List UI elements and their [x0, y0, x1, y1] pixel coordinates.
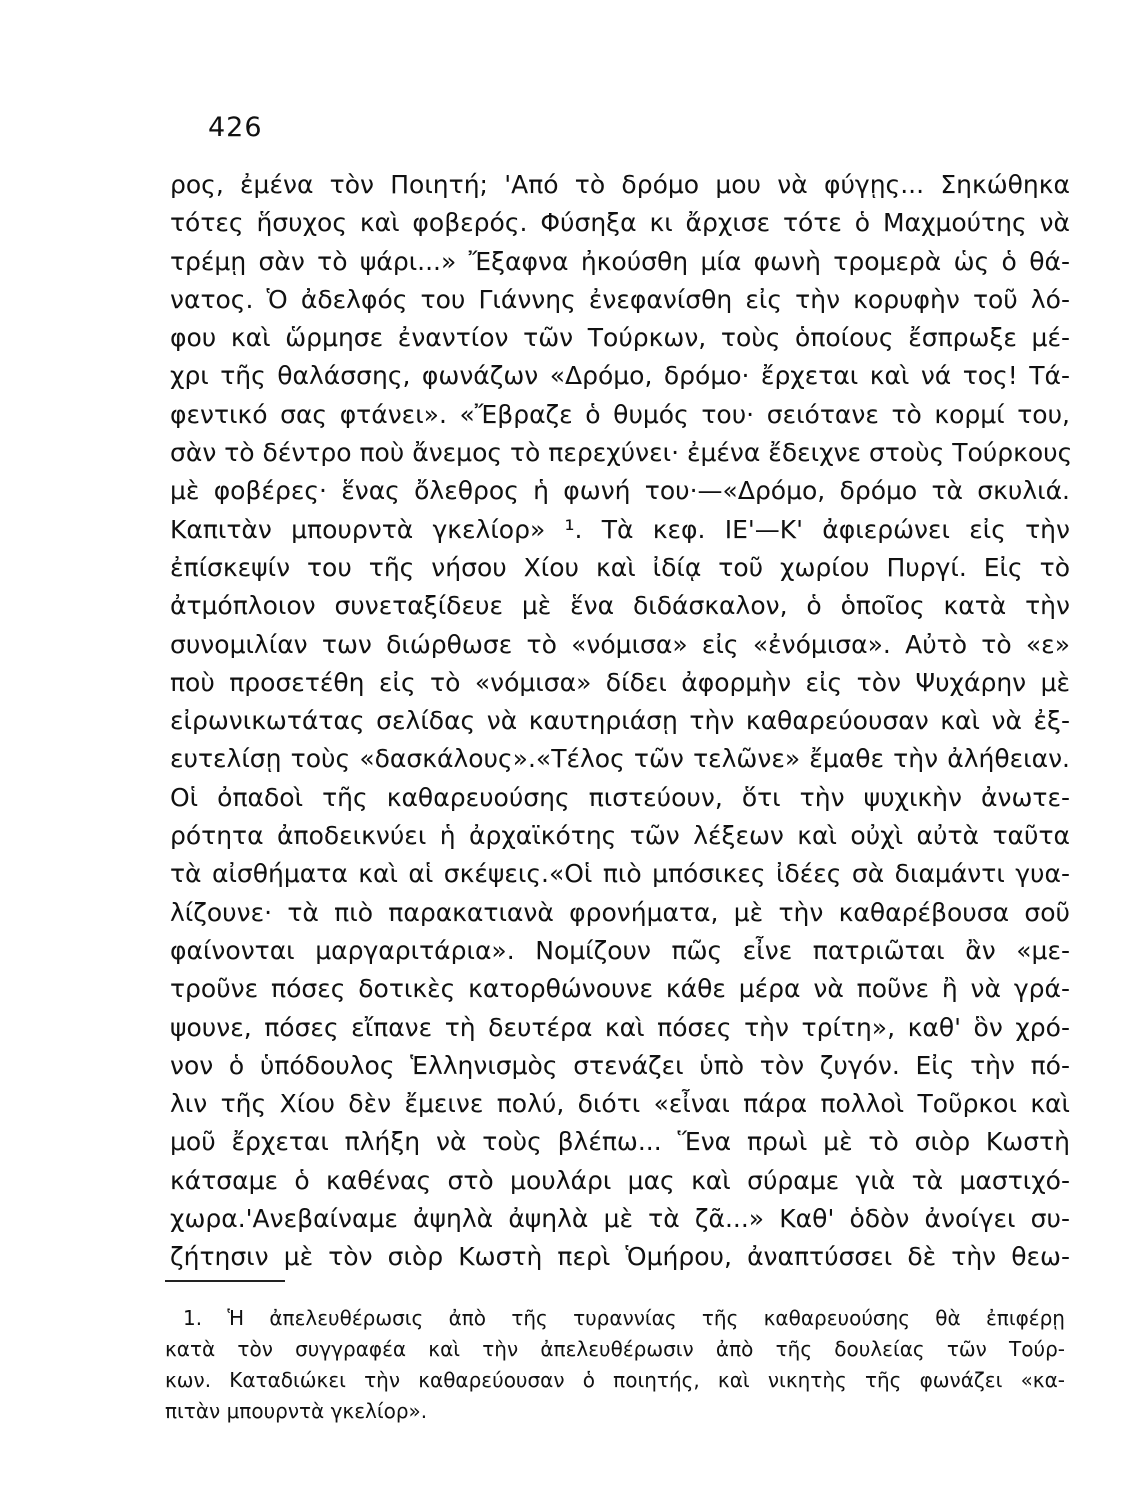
text-line: εἰρωνικωτάτας σελίδας νὰ καυτηριάσῃ τὴν καθαρεύουσαν καὶ νὰ ἐξ-: [170, 706, 1070, 736]
text-line: ποὺ προσετέθη εἰς τὸ «νόμισα» δίδει ἀφορμὴν εἰς τὸν Ψυχάρην μὲ: [170, 667, 1070, 697]
text-line: λίζουνε· τὰ πιὸ παρακατιανὰ φρονήματα, μὲ τὴν καθαρέβουσα σοῦ: [170, 897, 1070, 927]
footnote-divider: [165, 1280, 285, 1282]
text-line: νον ὁ ὑπόδουλος Ἑλληνισμὸς στενάζει ὑπὸ τὸν ζυγόν. Εἰς τὴν πό-: [170, 1050, 1070, 1080]
text-line: συνομιλίαν των διώρθωσε τὸ «νόμισα» εἰς «ἐνόμισα». Αὐτὸ τὸ «ε»: [170, 629, 1070, 659]
text-line: κάτσαμε ὁ καθένας στὸ μουλάρι μας καὶ σύραμε γιὰ τὰ μαστιχό-: [170, 1165, 1070, 1195]
footnote-block: [165, 1303, 1065, 1427]
text-line: χρι τῆς θαλάσσης, φωνάζων «Δρόμο, δρόμο· ἔρχεται καὶ νά τος! Τά-: [170, 361, 1070, 391]
text-line: νατος. Ὁ ἀδελφός του Γιάννης ἐνεφανίσθη εἰς τὴν κορυφὴν τοῦ λό-: [170, 284, 1070, 314]
text-line: Οἱ ὀπαδοὶ τῆς καθαρευούσης πιστεύουν, ὅτι τὴν ψυχικὴν ἀνωτε-: [170, 782, 1070, 812]
text-line: τρέμῃ σὰν τὸ ψάρι...» Ἔξαφνα ἠκούσθη μία φωνὴ τρομερὰ ὡς ὁ θά-: [170, 246, 1070, 276]
text-line: σὰν τὸ δέντρο ποὺ ἄνεμος τὸ περεχύνει· ἐμένα ἔδειχνε στοὺς Τούρκους: [170, 438, 1073, 468]
text-line: τὰ αἰσθήματα καὶ αἱ σκέψεις.«Οἱ πιὸ μπόσικες ἰδέες σὰ διαμάντι γυα-: [170, 859, 1070, 889]
text-line: ψουνε, πόσες εἴπανε τὴ δευτέρα καὶ πόσες τὴν τρίτη», καθ' ὃν χρό-: [170, 1012, 1070, 1042]
text-line: ἀτμόπλοιον συνεταξίδευε μὲ ἕνα διδάσκαλον, ὁ ὁποῖος κατὰ τὴν: [170, 591, 1070, 621]
text-line: χωρα.'Ανεβαίναμε ἀψηλὰ ἀψηλὰ μὲ τὰ ζᾶ...» Καθ' ὁδὸν ἀνοίγει συ-: [170, 1204, 1070, 1234]
text-line: φαίνονται μαργαριτάρια». Νομίζουν πῶς εἶνε πατριῶται ἂν «με-: [170, 935, 1070, 965]
text-line: τότες ἥσυχος καὶ φοβερός. Φύσηξα κι ἄρχισε τότε ὁ Μαχμούτης νὰ: [170, 208, 1070, 238]
main-text-block: [170, 166, 1073, 1277]
footnote-line: κατὰ τὸν συγγραφέα καὶ τὴν ἀπελευθέρωσιν ἀπὸ τῆς δουλείας τῶν Τούρ-: [165, 1337, 1065, 1361]
text-line: μὲ φοβέρες· ἕνας ὄλεθρος ἡ φωνή του·—«Δρόμο, δρόμο τὰ σκυλιά.: [170, 476, 1070, 506]
footnote-line: πιτὰν μπουρντὰ γκελίορ».: [165, 1399, 428, 1423]
text-line: ρότητα ἀποδεικνύει ἡ ἀρχαϊκότης τῶν λέξεων καὶ οὐχὶ αὐτὰ ταῦτα: [170, 821, 1070, 851]
text-line: ρος, ἐμένα τὸν Ποιητή; 'Από τὸ δρόμο μου νὰ φύγῃς... Σηκώθηκα: [170, 170, 1070, 199]
text-line: φου καὶ ὥρμησε ἐναντίον τῶν Τούρκων, τοὺς ὁποίους ἔσπρωξε μέ-: [170, 323, 1070, 353]
footnote-line: 1. Ἡ ἀπελευθέρωσις ἀπὸ τῆς τυραννίας τῆς καθαρευούσης θὰ ἐπιφέρῃ: [183, 1306, 1065, 1330]
text-line: μοῦ ἔρχεται πλήξη νὰ τοὺς βλέπω... Ἕνα πρωὶ μὲ τὸ σιὸρ Κωστὴ: [170, 1127, 1070, 1157]
text-line: ἐπίσκεψίν του τῆς νήσου Χίου καὶ ἰδίᾳ τοῦ χωρίου Πυργί. Εἰς τὸ: [170, 552, 1070, 582]
footnote-line: κων. Καταδιώκει τὴν καθαρεύουσαν ὁ ποιητής, καὶ νικητὴς τῆς φωνάζει «κα-: [165, 1368, 1065, 1392]
text-line: φεντικό σας φτάνει». «Ἔβραζε ὁ θυμός του· σειότανε τὸ κορμί του,: [170, 399, 1070, 429]
text-line: ζήτησιν μὲ τὸν σιὸρ Κωστὴ περὶ Ὁμήρου, ἀναπτύσσει δὲ τὴν θεω-: [170, 1242, 1070, 1272]
text-line: λιν τῆς Χίου δὲν ἔμεινε πολύ, διότι «εἶναι πάρα πολλοὶ Τοῦρκοι καὶ: [170, 1089, 1070, 1119]
text-line: Καπιτὰν μπουρντὰ γκελίορ» ¹. Τὰ κεφ. ΙΕ'—Κ' ἀφιερώνει εἰς τὴν: [170, 514, 1070, 544]
text-line: τροῦνε πόσες δοτικὲς κατορθώνουνε κάθε μέρα νὰ ποῦνε ἢ νὰ γρά-: [170, 974, 1070, 1004]
text-line: ευτελίσῃ τοὺς «δασκάλους».«Τέλος τῶν τελῶνε» ἔμαθε τὴν ἀλήθειαν.: [170, 744, 1070, 774]
page-number: 426: [208, 112, 263, 143]
